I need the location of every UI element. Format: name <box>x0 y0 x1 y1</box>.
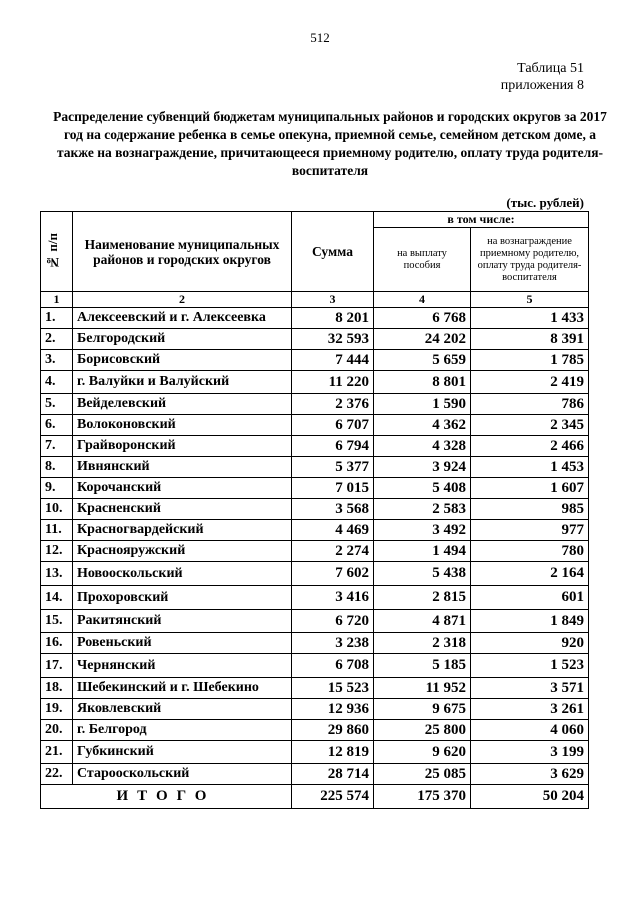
table-row <box>41 371 589 394</box>
row-sum: 12 936 <box>292 699 374 720</box>
row-number: 9. <box>41 478 73 499</box>
row-benefit: 1 590 <box>374 394 471 415</box>
row-benefit: 4 871 <box>374 610 471 633</box>
row-number: 13. <box>41 562 73 586</box>
table-row <box>41 678 589 699</box>
row-number: 8. <box>41 457 73 478</box>
row-reward: 1 433 <box>471 308 589 329</box>
district-name: г. Валуйки и Валуйский <box>73 371 292 394</box>
row-benefit: 9 620 <box>374 741 471 764</box>
row-reward: 985 <box>471 499 589 520</box>
table-row <box>41 350 589 371</box>
row-number: 21. <box>41 741 73 764</box>
total-reward: 50 204 <box>471 785 589 809</box>
row-reward: 1 785 <box>471 350 589 371</box>
row-benefit: 2 815 <box>374 586 471 610</box>
row-benefit: 6 768 <box>374 308 471 329</box>
row-reward: 2 419 <box>471 371 589 394</box>
row-benefit: 8 801 <box>374 371 471 394</box>
row-number: 22. <box>41 764 73 785</box>
table-row <box>41 499 589 520</box>
district-name: Губкинский <box>73 741 292 764</box>
district-name: Яковлевский <box>73 699 292 720</box>
district-name: г. Белгород <box>73 720 292 741</box>
table-row <box>41 741 589 764</box>
table-row <box>41 633 589 654</box>
row-reward: 977 <box>471 520 589 541</box>
row-sum: 5 377 <box>292 457 374 478</box>
row-benefit: 3 492 <box>374 520 471 541</box>
row-reward: 786 <box>471 394 589 415</box>
total-sum: 225 574 <box>292 785 374 809</box>
column-number: 5 <box>471 292 589 308</box>
row-sum: 7 015 <box>292 478 374 499</box>
header-reward: на вознаграждение приемному родителю, оплату труда родителя-воспитателя <box>471 228 589 292</box>
row-reward: 3 629 <box>471 764 589 785</box>
row-reward: 2 345 <box>471 415 589 436</box>
table-row <box>41 764 589 785</box>
total-row <box>41 785 589 809</box>
row-sum: 6 720 <box>292 610 374 633</box>
row-sum: 29 860 <box>292 720 374 741</box>
row-benefit: 4 328 <box>374 436 471 457</box>
row-reward: 2 466 <box>471 436 589 457</box>
row-sum: 7 444 <box>292 350 374 371</box>
row-benefit: 1 494 <box>374 541 471 562</box>
column-number: 3 <box>292 292 374 308</box>
district-name: Старооскольский <box>73 764 292 785</box>
header-benefit: на выплату пособия <box>374 228 471 292</box>
table-body <box>41 292 589 785</box>
district-name: Ровеньский <box>73 633 292 654</box>
row-benefit: 5 408 <box>374 478 471 499</box>
row-benefit: 5 185 <box>374 654 471 678</box>
district-name: Красненский <box>73 499 292 520</box>
document-title: Распределение субвенций бюджетам муниципальных районов и городских округов за 2017 год на содержание ребенка в семье опекуна, приемной семье, семейном детском доме, а также на вознаграждение, причитающееся приемному родителю, оплату труда родителя-воспитателя <box>53 109 607 178</box>
column-numbers-row <box>41 292 589 308</box>
district-name: Краснояружский <box>73 541 292 562</box>
row-sum: 6 708 <box>292 654 374 678</box>
header-including: в том числе: <box>374 212 589 228</box>
row-number: 15. <box>41 610 73 633</box>
district-name: Алексеевский и г. Алексеевка <box>73 308 292 329</box>
row-reward: 3 261 <box>471 699 589 720</box>
page-number: 512 <box>310 30 330 45</box>
subsidies-table <box>40 211 589 809</box>
row-benefit: 5 659 <box>374 350 471 371</box>
district-name: Волоконовский <box>73 415 292 436</box>
row-benefit: 3 924 <box>374 457 471 478</box>
row-sum: 11 220 <box>292 371 374 394</box>
row-sum: 3 238 <box>292 633 374 654</box>
column-number: 2 <box>73 292 292 308</box>
total-label: ИТОГО <box>41 785 292 809</box>
row-number: 1. <box>41 308 73 329</box>
total-benefit: 175 370 <box>374 785 471 809</box>
row-reward: 3 571 <box>471 678 589 699</box>
row-number: 17. <box>41 654 73 678</box>
table-row <box>41 457 589 478</box>
table-row <box>41 699 589 720</box>
table-row <box>41 436 589 457</box>
table-row <box>41 329 589 350</box>
row-number: 4. <box>41 371 73 394</box>
row-sum: 2 376 <box>292 394 374 415</box>
row-reward: 780 <box>471 541 589 562</box>
row-number: 20. <box>41 720 73 741</box>
row-reward: 920 <box>471 633 589 654</box>
row-number: 18. <box>41 678 73 699</box>
table-row <box>41 610 589 633</box>
row-number: 14. <box>41 586 73 610</box>
district-name: Ивнянский <box>73 457 292 478</box>
row-number: 16. <box>41 633 73 654</box>
column-number: 1 <box>41 292 73 308</box>
row-number: 3. <box>41 350 73 371</box>
table-reference <box>501 60 584 94</box>
row-sum: 3 568 <box>292 499 374 520</box>
column-number: 4 <box>374 292 471 308</box>
table-row <box>41 520 589 541</box>
row-sum: 28 714 <box>292 764 374 785</box>
row-benefit: 2 318 <box>374 633 471 654</box>
row-sum: 32 593 <box>292 329 374 350</box>
row-reward: 1 523 <box>471 654 589 678</box>
row-number: 11. <box>41 520 73 541</box>
district-name: Грайворонский <box>73 436 292 457</box>
table-row <box>41 478 589 499</box>
table-row <box>41 562 589 586</box>
row-reward: 1 607 <box>471 478 589 499</box>
row-reward: 8 391 <box>471 329 589 350</box>
row-number: 6. <box>41 415 73 436</box>
row-reward: 601 <box>471 586 589 610</box>
row-sum: 4 469 <box>292 520 374 541</box>
row-reward: 2 164 <box>471 562 589 586</box>
header-num-cell <box>41 212 73 292</box>
row-sum: 15 523 <box>292 678 374 699</box>
district-name: Ракитянский <box>73 610 292 633</box>
row-sum: 8 201 <box>292 308 374 329</box>
district-name: Борисовский <box>73 350 292 371</box>
table-row <box>41 415 589 436</box>
row-benefit: 4 362 <box>374 415 471 436</box>
table-row <box>41 541 589 562</box>
row-number: 10. <box>41 499 73 520</box>
row-reward: 1 453 <box>471 457 589 478</box>
table-ref-line2: приложения 8 <box>500 78 584 93</box>
row-benefit: 9 675 <box>374 699 471 720</box>
table-row <box>41 720 589 741</box>
district-name: Красногвардейский <box>73 520 292 541</box>
row-number: 5. <box>41 394 73 415</box>
row-sum: 6 794 <box>292 436 374 457</box>
row-sum: 12 819 <box>292 741 374 764</box>
row-benefit: 2 583 <box>374 499 471 520</box>
district-name: Чернянский <box>73 654 292 678</box>
units-label: (тыс. рублей) <box>506 195 584 210</box>
row-number: 7. <box>41 436 73 457</box>
row-sum: 3 416 <box>292 586 374 610</box>
row-sum: 2 274 <box>292 541 374 562</box>
row-number: 12. <box>41 541 73 562</box>
table-row <box>41 654 589 678</box>
row-sum: 7 602 <box>292 562 374 586</box>
table-ref-line1: Таблица 51 <box>517 61 584 76</box>
table-row <box>41 586 589 610</box>
district-name: Вейделевский <box>73 394 292 415</box>
district-name: Шебекинский и г. Шебекино <box>73 678 292 699</box>
row-reward: 4 060 <box>471 720 589 741</box>
district-name: Белгородский <box>73 329 292 350</box>
district-name: Прохоровский <box>73 586 292 610</box>
row-benefit: 11 952 <box>374 678 471 699</box>
header-sum: Сумма <box>292 212 374 292</box>
table-row <box>41 308 589 329</box>
district-name: Новооскольский <box>73 562 292 586</box>
row-reward: 3 199 <box>471 741 589 764</box>
row-benefit: 24 202 <box>374 329 471 350</box>
header-name: Наименование муниципальных районов и городских округов <box>73 212 292 292</box>
district-name: Корочанский <box>73 478 292 499</box>
row-benefit: 25 085 <box>374 764 471 785</box>
table-row <box>41 394 589 415</box>
row-benefit: 25 800 <box>374 720 471 741</box>
row-number: 2. <box>41 329 73 350</box>
row-reward: 1 849 <box>471 610 589 633</box>
row-number: 19. <box>41 699 73 720</box>
row-benefit: 5 438 <box>374 562 471 586</box>
row-sum: 6 707 <box>292 415 374 436</box>
header-num: № п/п <box>45 233 60 270</box>
